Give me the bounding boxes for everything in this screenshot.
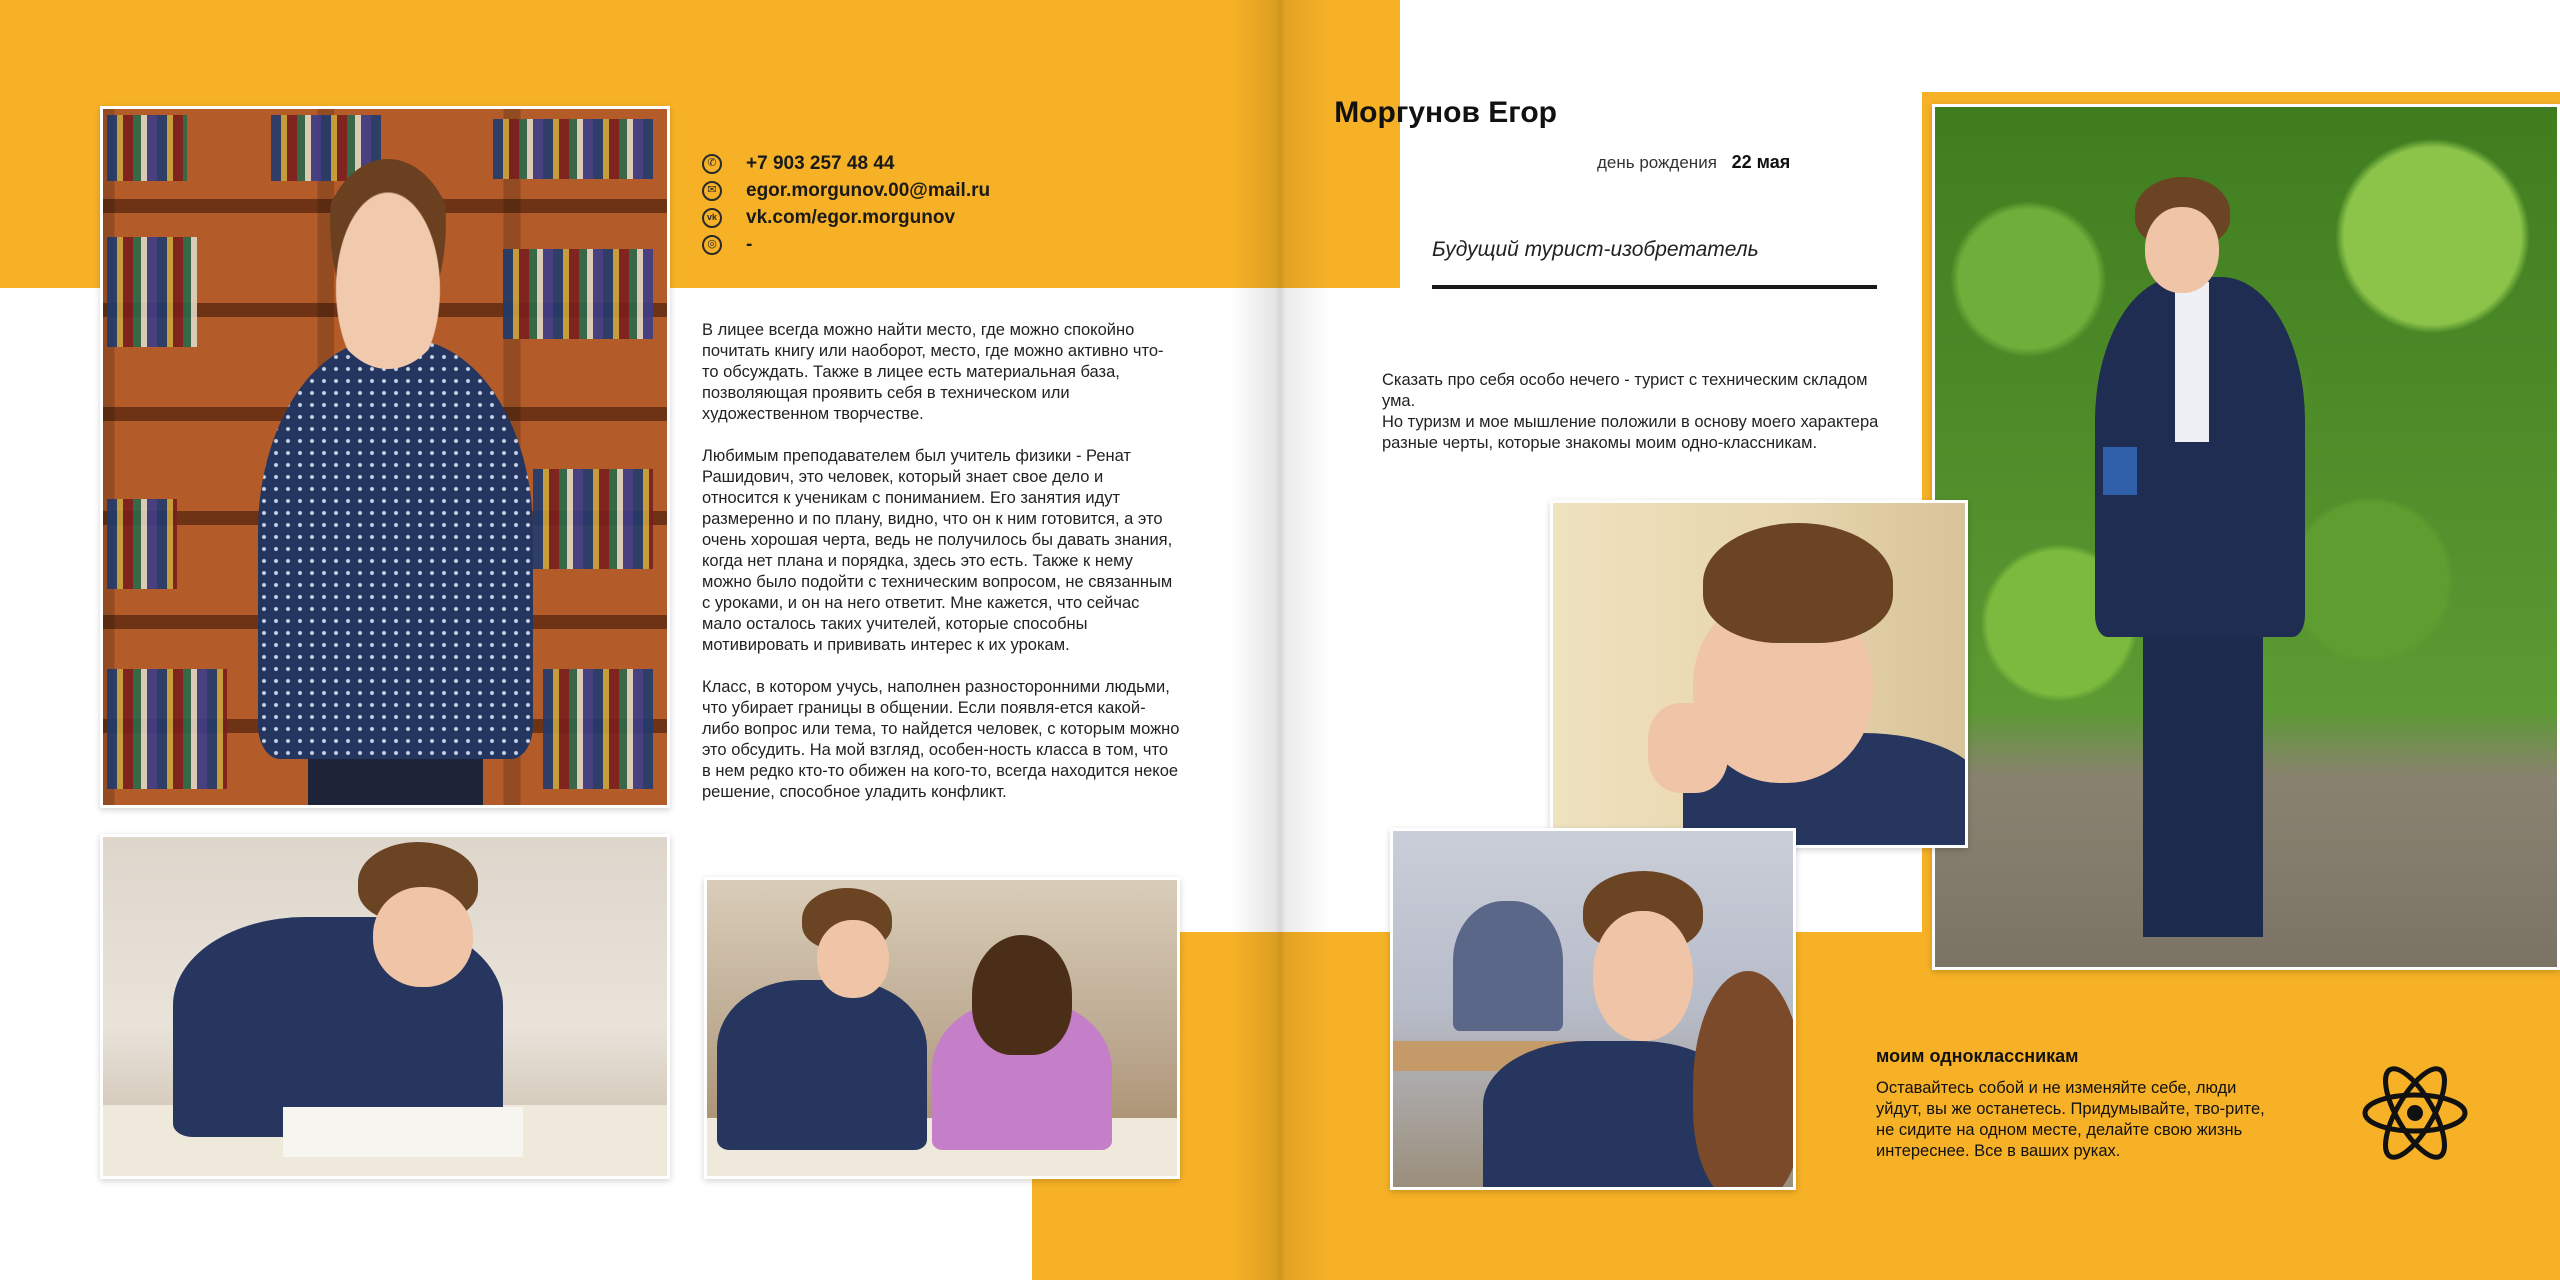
message-body: Оставайтесь собой и не изменяйте себе, люди уйдут, вы же останетесь. Придумывайте, тво-рите, не сидите на одном месте, делайте свою жизнь интереснее. Все в ваших руках. [1876, 1079, 2265, 1160]
library-portrait-photo [100, 106, 670, 808]
lyceum-paragraph: В лицее всегда можно найти место, где можно спокойно почитать книгу или наоборот, место, где можно активно что-то обсуждать. Также в лицее есть материальная база, позволяющая проявить себя в техническом или художественном творчестве. [702, 321, 1164, 423]
student-face [817, 920, 889, 998]
about-line-2: Но туризм и мое мышление положили в основу моего характера разные черты, которые знакомы моим одно-классникам. [1382, 413, 1879, 452]
tagline-underline [1432, 285, 1877, 289]
bookshelf-books [107, 669, 227, 789]
classmate [1453, 901, 1563, 1031]
bookshelf-books [107, 115, 187, 181]
bookshelf-books [533, 469, 653, 569]
message-title: моим одноклассникам [1876, 1046, 2079, 1066]
right-top-band [1282, 0, 1400, 288]
bookshelf-books [107, 499, 177, 589]
contact-vk[interactable] [702, 204, 1082, 231]
mail-icon: ✉ [702, 181, 722, 201]
garden-portrait-photo [1932, 104, 2560, 970]
class-paragraph: Класс, в котором учусь, наполнен разносторонними людьми, что убирает границы в общении. Если появля-ется какой-либо вопрос или тема, то найдется человек, с которым можно это обсудить. На мой взгляд, особен-ность класса в том, что в нем редко кто-то обижен на кого-то, всегда находится некое решение, способное уладить конфликт. [702, 678, 1180, 801]
student-hand [1648, 703, 1728, 793]
student-face [373, 887, 473, 987]
writing-exam-photo [100, 834, 670, 1179]
instagram-icon: ◎ [702, 235, 722, 255]
about-line-1: Сказать про себя особо нечего - турист с техническим складом ума. [1382, 371, 1868, 410]
contact-phone[interactable] [702, 150, 1082, 177]
classroom-listening-photo [1390, 828, 1796, 1190]
bookshelf-books [503, 249, 653, 339]
student-shirt-front [2175, 282, 2209, 442]
blue-book [2103, 447, 2137, 495]
birthday [1597, 152, 1790, 173]
instagram-handle: - [746, 233, 753, 255]
contact-instagram[interactable] [702, 231, 1082, 258]
bookshelf-books [107, 237, 197, 347]
birthday-value: 22 мая [1731, 152, 1791, 172]
student-head [318, 159, 458, 369]
student-face [1593, 911, 1693, 1041]
phone-icon: ✆ [702, 154, 722, 174]
student-pants [2143, 607, 2263, 937]
paper-sheet [283, 1107, 523, 1157]
phone-number: +7 903 257 48 44 [746, 152, 895, 174]
thinking-profile-photo [1550, 500, 1968, 848]
student-shirt [258, 339, 533, 759]
student-shirt [717, 980, 927, 1150]
tagline: Будущий турист-изобретатель [1432, 238, 1759, 261]
birthday-label: день рождения [1597, 153, 1717, 172]
student-hair [1703, 523, 1893, 643]
left-story-text [702, 320, 1180, 824]
classmate-hair [972, 935, 1072, 1055]
vk-link: vk.com/egor.morgunov [746, 206, 956, 228]
classmate-hair [1693, 971, 1796, 1190]
atom-icon [2360, 1058, 2470, 1168]
student-face [2145, 207, 2219, 293]
vk-icon: vk [702, 208, 722, 228]
about-text [1382, 370, 1902, 454]
bookshelf-books [543, 669, 653, 789]
contact-email[interactable] [702, 177, 1082, 204]
classroom-photo [704, 877, 1180, 1179]
email-address: egor.morgunov.00@mail.ru [746, 179, 991, 201]
student-name: Моргунов Егор [1334, 96, 1557, 129]
bookshelf-books [493, 119, 653, 179]
contact-list [702, 150, 1082, 258]
teacher-paragraph: Любимым преподавателем был учитель физики - Ренат Рашидович, это человек, который знает свое дело и относится к ученикам с пониманием. Его занятия идут размеренно и по плану, видно, что он к ним готовится, а это очень хорошая черта, ведь не получилось бы давать знания, когда нет плана и порядка, здесь это есть. Также к нему можно было подойти с техническим вопросом, не связанным с уроками, и он на него ответит. Мне кажется, что сейчас мало осталось таких учителей, которые способны мотивировать и прививать интерес к их урокам. [702, 447, 1173, 654]
